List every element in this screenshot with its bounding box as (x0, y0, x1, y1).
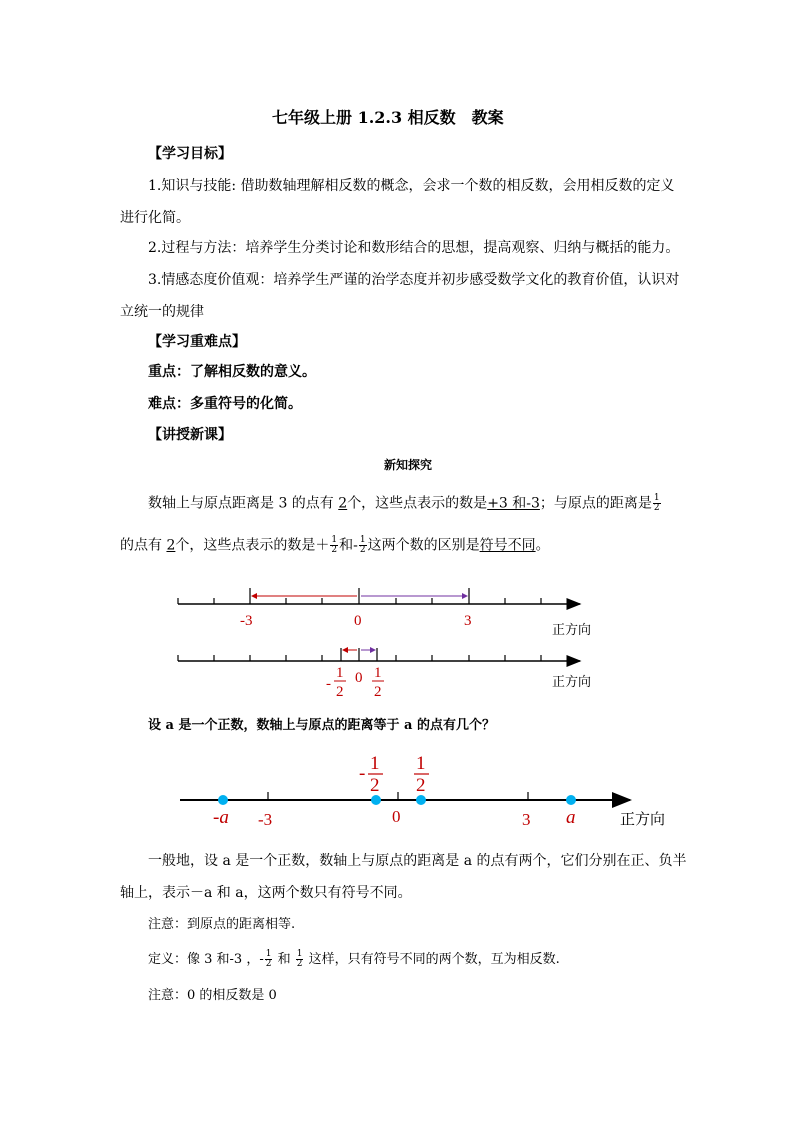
fraction-numerator: 1 (653, 493, 660, 503)
label-minus-3: -3 (240, 613, 253, 629)
para1-d: 的点有 (120, 537, 167, 554)
para1-c: ；与原点的距离是 (539, 495, 652, 512)
label-half-den: 2 (374, 684, 382, 700)
label-zero: 0 (392, 807, 401, 826)
goal-1-line-2: 进行化简。 (120, 210, 190, 226)
general-line-1: 一般地，设 a 是一个正数，数轴上与原点的距离是 a 的点有两个，它们分别在正、负半 (148, 853, 687, 869)
para1-values: +3 和-3 (487, 495, 540, 512)
label-zero: 0 (355, 670, 363, 686)
label-neg-half-num: 1 (370, 753, 380, 774)
goal-3-line-2: 立统一的规律 (120, 304, 204, 320)
direction-label: 正方向 (552, 623, 592, 638)
para1-difference: 符号不同 (479, 537, 536, 554)
key-heading: 【学习重难点】 (148, 334, 246, 350)
note-1: 注意：到原点的距离相等. (148, 917, 296, 932)
fraction-denominator: 2 (359, 545, 366, 555)
fraction-numerator: 1 (296, 949, 303, 959)
label-neg-a: -a (213, 807, 229, 828)
label-half-num: 1 (416, 753, 426, 774)
para1-count-2: 2 (166, 537, 176, 554)
fraction-numerator: 1 (265, 949, 272, 959)
point-a (566, 795, 576, 805)
label-neg-half-den: 2 (370, 775, 380, 796)
general-line-2: 轴上，表示－a 和 a，这两个数只有符号不同。 (120, 885, 412, 901)
fraction-numerator: 1 (359, 535, 366, 545)
para1-b: 个，这些点表示的数是 (347, 495, 488, 512)
para1-e: 个，这些点表示的数是＋ (175, 537, 330, 554)
label-neg-half-den: 2 (336, 684, 344, 700)
lesson-heading: 【讲授新课】 (148, 427, 232, 443)
label-3: 3 (464, 613, 472, 629)
subheading: 新知探究 (384, 458, 433, 472)
definition-c: 这样，只有符号不同的两个数，互为相反数. (304, 952, 560, 967)
para1-a: 数轴上与原点距离是 3 的点有 (148, 495, 339, 512)
label-3: 3 (522, 810, 531, 829)
label-minus-3: -3 (258, 810, 273, 829)
goal-2: 2.过程与方法：培养学生分类讨论和数形结合的思想，提高观察、归纳与概括的能力。 (148, 240, 680, 256)
fraction-denominator: 2 (653, 503, 660, 513)
point-neg-a (218, 795, 228, 805)
label-half-den: 2 (416, 775, 426, 796)
definition-b: 和 (273, 952, 295, 967)
point-half (416, 795, 426, 805)
fraction-numerator: 1 (331, 535, 338, 545)
para1-h: 。 (535, 537, 550, 554)
axis-ticks (268, 792, 528, 800)
direction-label: 正方向 (620, 810, 666, 828)
goal-3-line-1: 3.情感态度价值观：培养学生严谨的治学态度并初步感受数学文化的教育价值，认识对 (148, 272, 680, 288)
point-neg-half (371, 795, 381, 805)
key-point: 重点：了解相反数的意义。 (148, 364, 316, 380)
label-neg-sign: - (359, 763, 366, 784)
half-fraction (296, 950, 304, 969)
label-zero: 0 (354, 613, 362, 629)
note-2: 注意：0 的相反数是 0 (148, 988, 277, 1003)
label-half-num: 1 (374, 665, 382, 681)
definition-a: 定义：像 3 和-3 ，- (148, 952, 264, 967)
para1-g: 这两个数的区别是 (367, 537, 480, 554)
half-fraction (265, 950, 273, 969)
definition (148, 950, 560, 969)
question: 设 a 是一个正数，数轴上与原点的距离等于 a 的点有几个？ (148, 718, 495, 733)
direction-label: 正方向 (552, 675, 592, 690)
label-a: a (566, 807, 576, 828)
para1-f: 和- (339, 537, 358, 554)
label-neg-half-num: 1 (336, 665, 344, 681)
fraction-denominator: 2 (265, 959, 272, 969)
goals-heading: 【学习目标】 (148, 146, 232, 162)
number-line-3 (180, 753, 665, 829)
label-neg-sign: - (326, 676, 331, 692)
fraction-denominator: 2 (296, 959, 303, 969)
fraction-denominator: 2 (331, 545, 338, 555)
para1-count: 2 (338, 495, 348, 512)
page-title: 七年级上册 1.2.3 相反数 教案 (272, 108, 504, 127)
difficult-point: 难点：多重符号的化简。 (148, 396, 302, 412)
goal-1-line-1: 1.知识与技能: 借助数轴理解相反数的概念，会求一个数的相反数，会用相反数的定义 (148, 178, 675, 194)
